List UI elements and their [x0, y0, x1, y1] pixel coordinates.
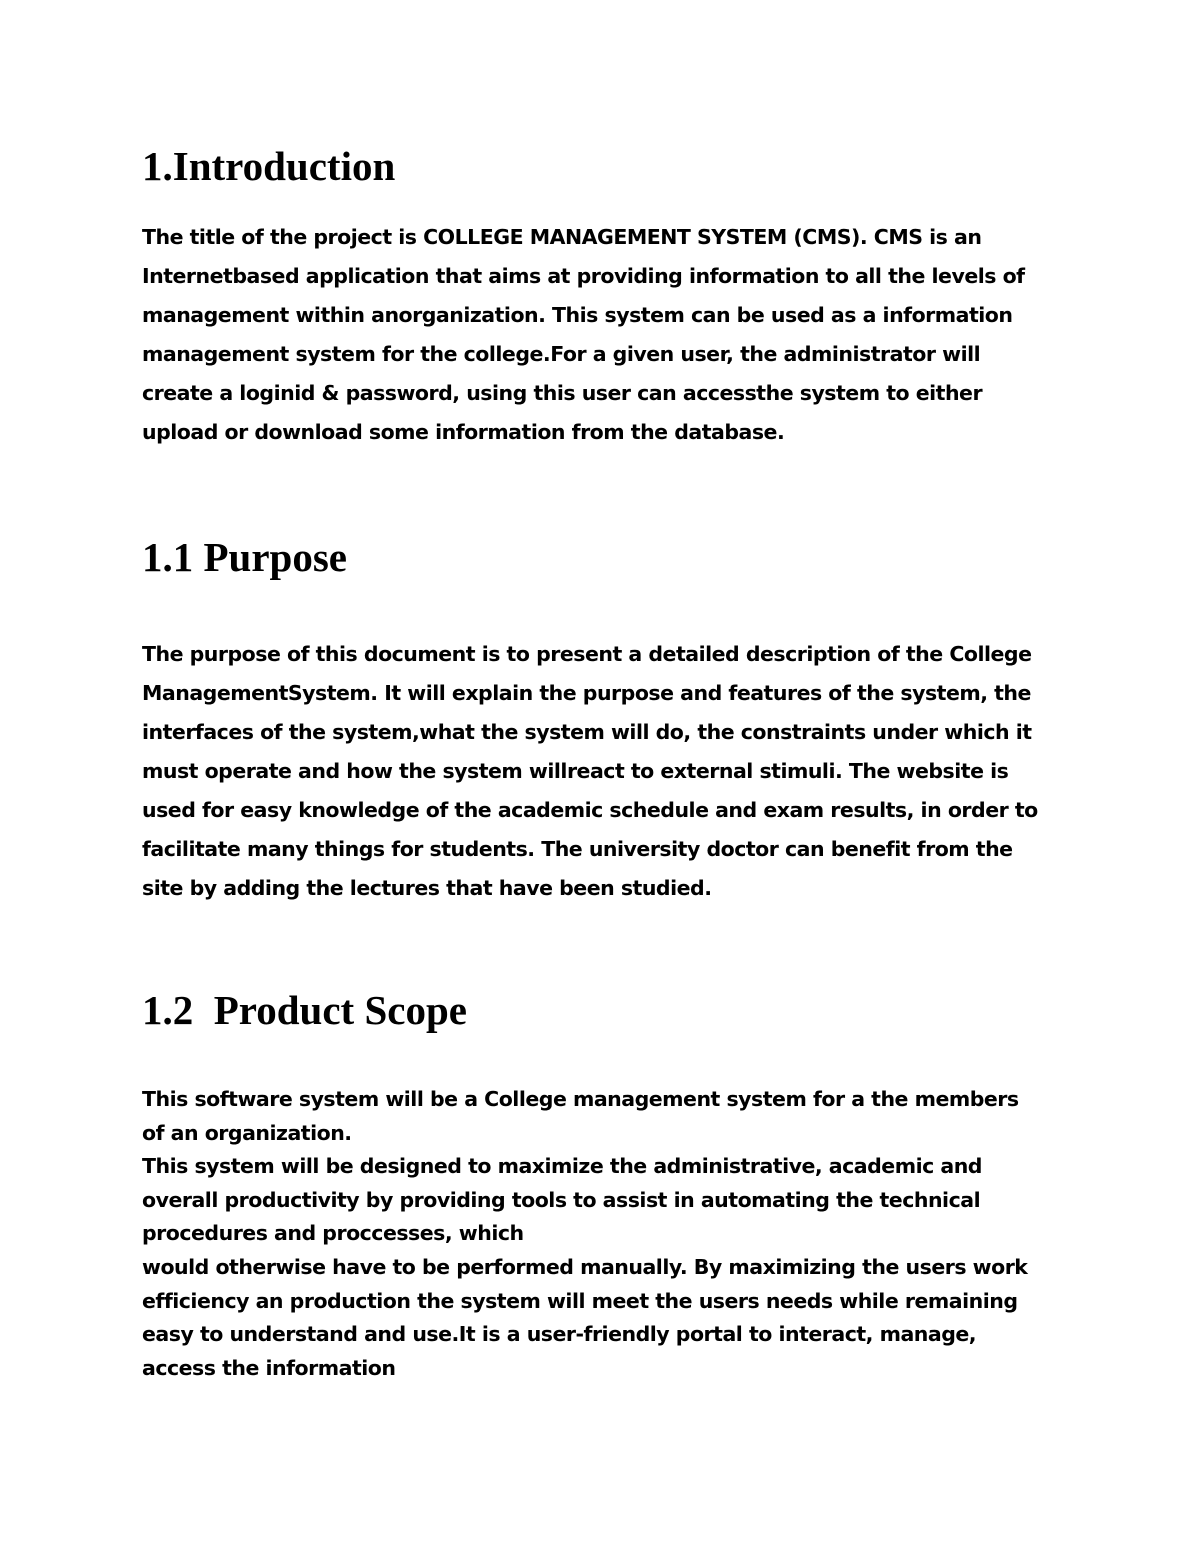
paragraph-purpose: [142, 635, 1072, 908]
text-line: This software system will be a College management system for a the members: [142, 1087, 1019, 1111]
text-line: The purpose of this document is to present a detailed description of the College: [142, 642, 1032, 666]
text-line: efficiency an production the system will meet the users needs while remaining: [142, 1288, 1018, 1313]
paragraph-product-scope: [142, 1083, 1072, 1385]
text-line: site by adding the lectures that have been studied.: [142, 876, 712, 900]
text-line: used for easy knowledge of the academic schedule and exam results, in order to: [142, 798, 1038, 822]
text-line: Internetbased application that aims at providing information to all the levels of: [142, 264, 1025, 288]
text-line: The title of the project is COLLEGE MANAGEMENT SYSTEM (CMS). CMS is an: [142, 225, 982, 249]
text-line: procedures and proccesses, which: [142, 1221, 524, 1246]
text-line: facilitate many things for students. The university doctor can benefit from the: [142, 837, 1013, 861]
text-line: management system for the college.For a given user, the administrator will: [142, 342, 981, 366]
text-line: create a loginid & password, using this user can accessthe system to either: [142, 381, 983, 405]
heading-purpose: 1.1 Purpose: [142, 534, 347, 580]
paragraph-introduction: [142, 218, 1072, 452]
text-line: must operate and how the system willreact to external stimuli. The website is: [142, 759, 1009, 783]
text-line: of an organization.: [142, 1120, 352, 1145]
text-line: upload or download some information from the database.: [142, 420, 785, 444]
text-line: easy to understand and use.It is a user-friendly portal to interact, manage,: [142, 1322, 977, 1347]
text-line: overall productivity by providing tools to assist in automating the technical: [142, 1187, 981, 1212]
heading-product-scope: 1.2 Product Scope: [142, 987, 467, 1033]
text-line: ManagementSystem. It will explain the purpose and features of the system, the: [142, 681, 1031, 705]
text-line: would otherwise have to be performed manually. By maximizing the users work: [142, 1254, 1028, 1279]
text-line: This system will be designed to maximize the administrative, academic and: [142, 1154, 982, 1179]
heading-introduction: 1.Introduction: [142, 143, 396, 189]
text-line: interfaces of the system,what the system will do, the constraints under which it: [142, 720, 1032, 744]
text-line: access the information: [142, 1355, 396, 1380]
text-line: management within anorganization. This system can be used as a information: [142, 303, 1013, 327]
